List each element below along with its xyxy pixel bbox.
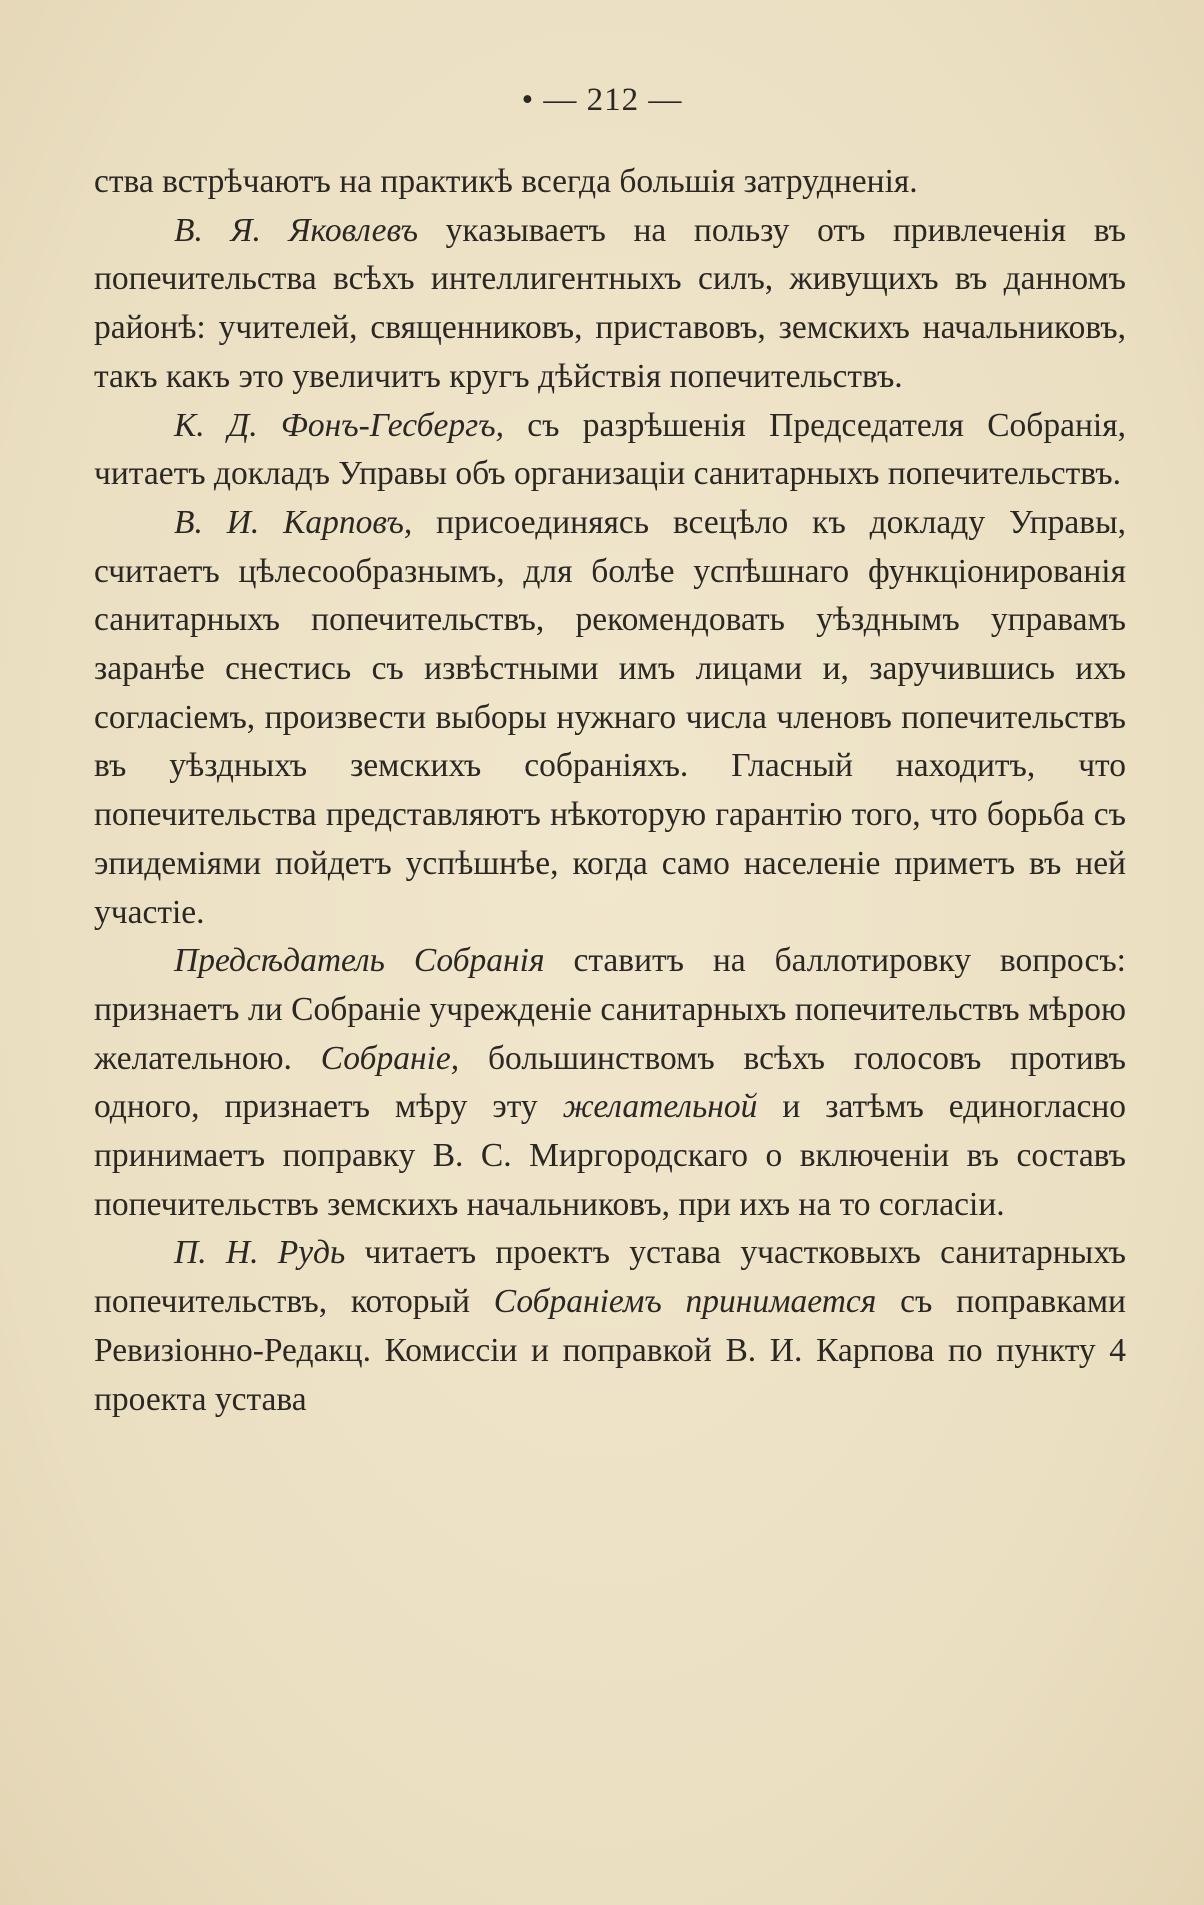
paragraph-continuation bbox=[94, 158, 1126, 207]
paragraph-text: большинствомъ всѣхъ голосовъ противъ одного, признаетъ мѣру эту bbox=[94, 1039, 1126, 1126]
speaker-name: В. Я. Яковлевъ bbox=[174, 211, 419, 249]
paragraph-text: и затѣмъ единогласно принимаетъ поправку В. С. Миргородскаго о включеніи въ составъ попечительствъ земскихъ начальниковъ, при ихъ на то согласіи. bbox=[94, 1088, 1127, 1223]
page-number: • — 212 — bbox=[521, 82, 683, 118]
speaker-name: П. Н. Рудь bbox=[174, 1234, 346, 1272]
body-text bbox=[94, 158, 1126, 1424]
emphasis-text: желательной bbox=[562, 1088, 758, 1126]
emphasis-text: Собраніе, bbox=[320, 1039, 460, 1077]
paragraph-text: указываетъ на пользу отъ привлеченія въ попечительства всѣхъ интеллигентныхъ силъ, живущихъ въ данномъ районѣ: учителей, священниковъ, приставовъ, земскихъ начальниковъ, такъ какъ это увеличитъ кругъ дѣйствія попечительствъ. bbox=[94, 211, 1127, 395]
paragraph-text: съ поправками Ревизіонно-Редакц. Комиссіи и поправкой В. И. Карпова по пункту 4 проекта устава bbox=[94, 1283, 1126, 1418]
paragraph-text: ства встрѣчаютъ на практикѣ всегда большія затрудненія. bbox=[94, 163, 918, 200]
paragraph-gesberg bbox=[94, 402, 1126, 499]
emphasis-text: Собраніемъ принимается bbox=[493, 1283, 877, 1321]
speaker-name: В. И. Карповъ, bbox=[174, 503, 413, 541]
speaker-name: Предсѣдатель Собранія bbox=[174, 942, 545, 980]
paragraph-karpov bbox=[94, 499, 1126, 937]
paragraph-chairman bbox=[94, 937, 1126, 1229]
paragraph-text: читаетъ проектъ устава участковыхъ санитарныхъ попечительствъ, который bbox=[94, 1234, 1126, 1321]
paragraph-text: присоединяясь всецѣло къ докладу Управы, считаетъ цѣлесообразнымъ, для болѣе успѣшнаго функціонированія санитарныхъ попечительствъ, рекомендовать уѣзднымъ управамъ заранѣе снестись съ извѣстными имъ лицами и, заручившись ихъ согласіемъ, произвести выборы нужнаго числа членовъ попечительствъ въ уѣздныхъ земскихъ собраніяхъ. Гласный находитъ, что попечительства представляютъ нѣкоторую гарантію того, что борьба съ эпидеміями пойдетъ успѣшнѣе, когда само населеніе приметъ въ ней участіе. bbox=[94, 503, 1126, 931]
paragraph-text: съ разрѣшенія Председателя Собранія, читаетъ докладъ Управы объ организаціи санитарныхъ попечительствъ. bbox=[94, 406, 1126, 493]
paragraph-rud bbox=[94, 1229, 1126, 1424]
paragraph-text: ставитъ на баллотировку вопросъ: признаетъ ли Собраніе учрежденіе санитарныхъ попечительствъ мѣрою желательною. bbox=[94, 942, 1126, 1077]
paragraph-yakovlev bbox=[94, 207, 1126, 402]
speaker-name: К. Д. Фонъ-Гесбергъ, bbox=[174, 406, 504, 444]
